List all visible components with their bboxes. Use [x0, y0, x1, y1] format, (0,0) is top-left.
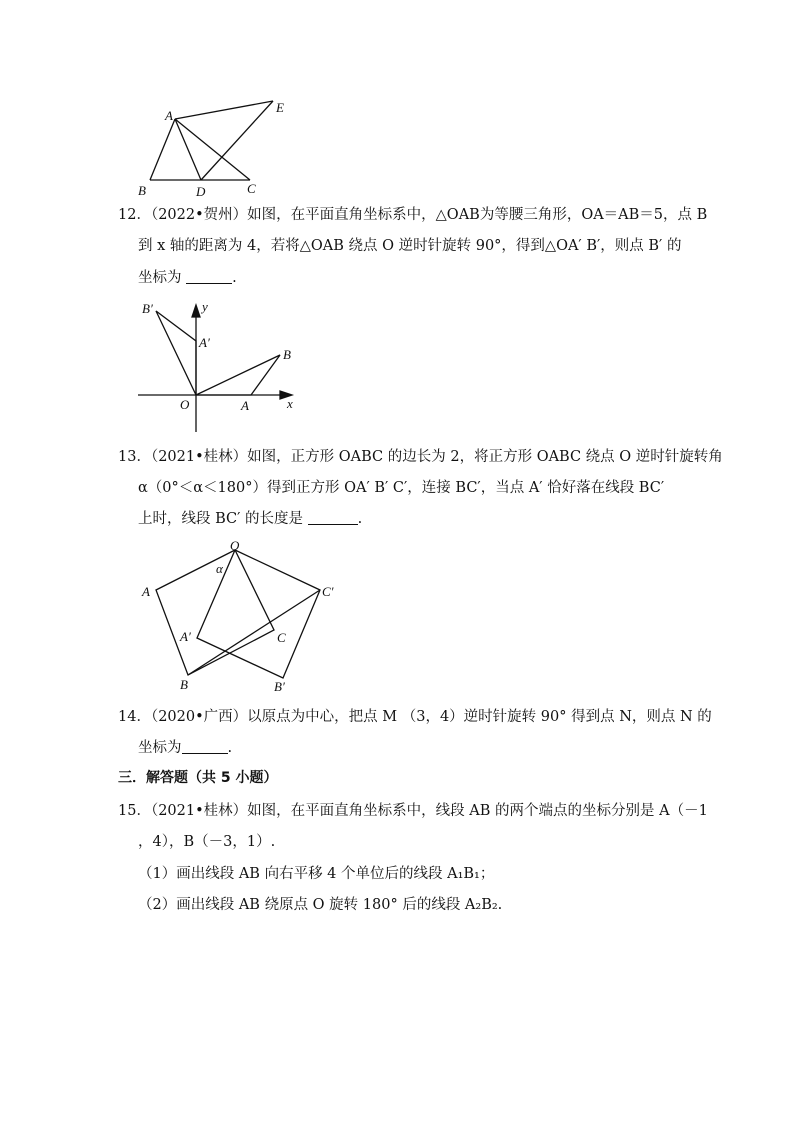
fig13-label-c: C	[277, 630, 286, 645]
fig12-triangle-oapbp	[156, 311, 196, 395]
q15-subquestion-2: （2）画出线段 AB 绕原点 O 旋转 180° 后的线段 A₂B₂.	[138, 897, 503, 913]
fig12-label-b: B	[283, 347, 291, 362]
fig12-label-y: y	[202, 299, 208, 314]
q13-answer-prompt: 上时，线段 BC′ 的长度是	[138, 511, 304, 527]
fig12-label-a: A	[241, 398, 249, 413]
fig11-label-d: D	[196, 184, 206, 199]
figure-triangle-abcde	[130, 92, 300, 202]
fig12-label-aprime: A′	[199, 335, 210, 350]
fig13-label-cprime: C′	[322, 584, 334, 599]
q12-line-3	[138, 268, 237, 288]
fig12-label-x: x	[287, 396, 293, 411]
fig11-edge-ab	[150, 119, 175, 180]
fig11-edge-ac	[175, 119, 250, 180]
q15-subquestion-1: （1）画出线段 AB 向右平移 4 个单位后的线段 A₁B₁；	[138, 866, 495, 882]
q12-line-2: 到 x 轴的距离为 4，若将△OAB 绕点 O 逆时针旋转 90°，得到△OA′ B′，则点 B′ 的	[138, 238, 682, 254]
q12-line-1: 12．（2022•贺州）如图，在平面直角坐标系中，△OAB为等腰三角形，OA＝AB＝5，点 B	[118, 207, 708, 223]
q14-end: .	[227, 740, 233, 756]
fig12-y-arrow	[192, 305, 200, 317]
q14-line-1: 14．（2020•广西）以原点为中心，把点 M （3，4）逆时针旋转 90° 得到点 N，则点 N 的	[118, 709, 712, 725]
fig13-label-alpha: α	[216, 561, 223, 576]
fig12-label-o: O	[180, 397, 190, 412]
fig11-label-e: E	[276, 100, 284, 115]
q13-end: .	[357, 511, 363, 527]
q12-answer-prompt: 坐标为	[138, 270, 182, 286]
q14-line-2	[138, 738, 232, 758]
fig13-label-a: A	[142, 584, 150, 599]
section-heading: 三．解答题（共 5 小题）	[118, 770, 278, 786]
fig13-square-oabc	[156, 550, 274, 675]
q12-answer-blank[interactable]	[186, 269, 232, 284]
fig13-label-bprime: B′	[274, 679, 285, 694]
fig13-label-aprime: A′	[180, 629, 191, 644]
fig12-label-bprime: B′	[142, 301, 153, 316]
q13-line-1: 13．（2021•桂林）如图，正方形 OABC 的边长为 2，将正方形 OABC 绕点 O 逆时针旋转角	[118, 449, 723, 465]
fig11-label-c: C	[247, 181, 256, 196]
figure-rotated-squares	[140, 538, 355, 698]
q14-answer-blank[interactable]	[182, 739, 228, 754]
fig13-label-o: O	[230, 538, 240, 553]
fig11-label-b: B	[138, 183, 146, 198]
fig11-edge-ad	[175, 119, 201, 180]
fig13-label-b: B	[180, 677, 188, 692]
q13-line-2: α（0°＜α＜180°）得到正方形 OA′ B′ C′，连接 BC′，当点 A′ 恰好落在线段 BC′	[138, 480, 665, 496]
fig11-label-a: A	[165, 108, 173, 123]
q12-end: .	[232, 270, 237, 286]
fig13-segment-bcp	[188, 590, 320, 675]
fig12-triangle-oab	[196, 355, 280, 395]
q15-line-2: ，4），B（－3，1）.	[138, 834, 276, 850]
figure-coordinate-rotation	[130, 295, 305, 435]
q15-line-1: 15．（2021•桂林）如图，在平面直角坐标系中，线段 AB 的两个端点的坐标分别是 A（－1	[118, 803, 708, 819]
q13-line-3	[138, 509, 362, 529]
q14-answer-prompt: 坐标为	[138, 740, 182, 756]
q13-answer-blank[interactable]	[308, 510, 358, 525]
